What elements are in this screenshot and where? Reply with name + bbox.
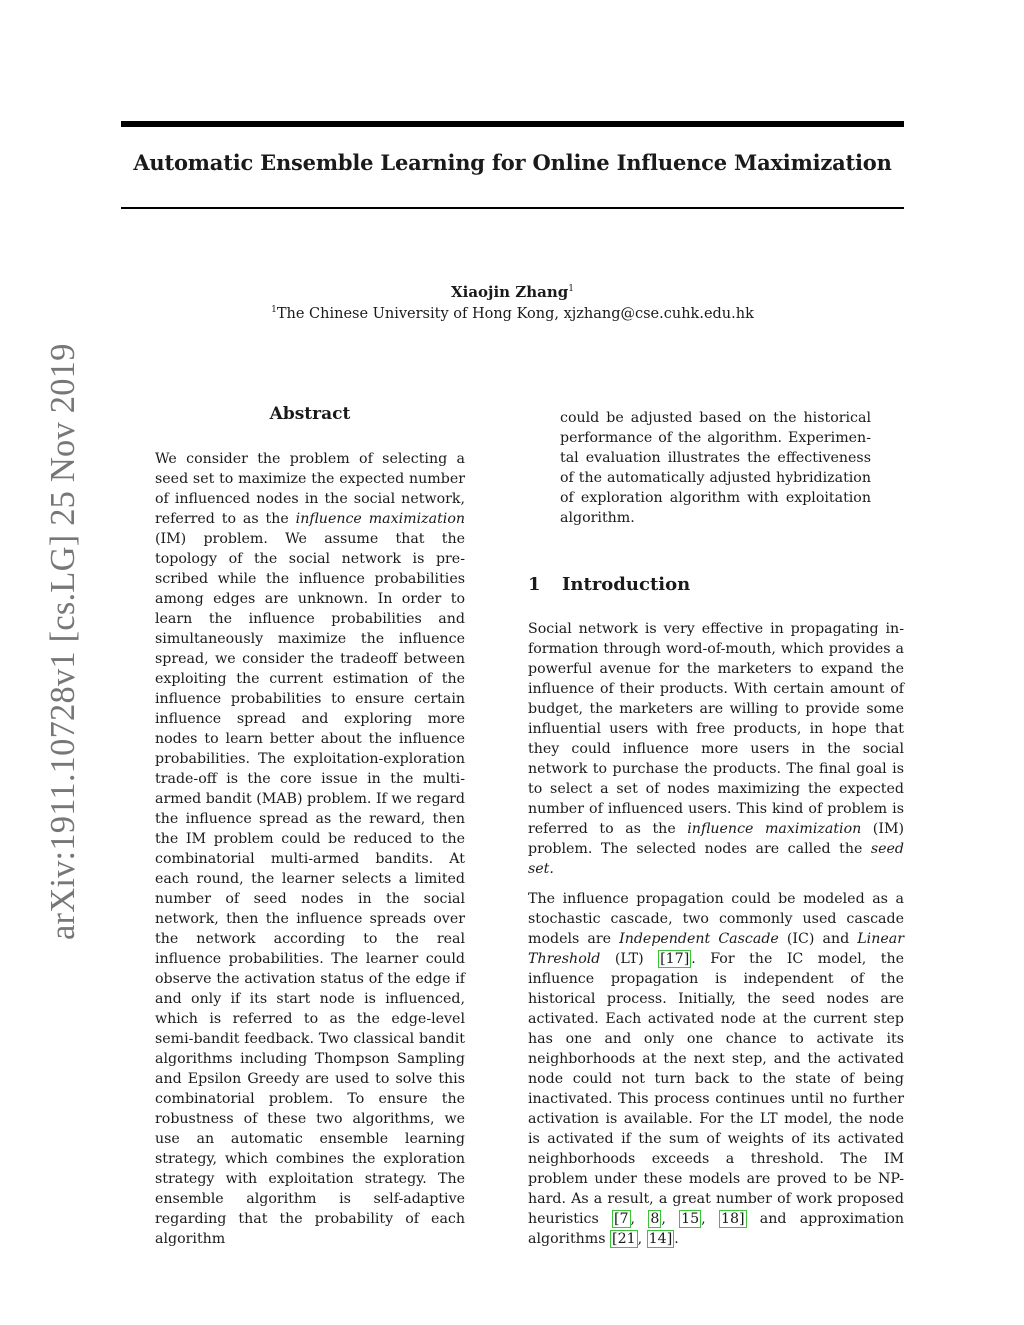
abstract-heading: Abstract: [269, 404, 351, 424]
section-heading-introduction: [528, 574, 904, 595]
author-mark: 1: [568, 284, 575, 294]
intro-text: and approximation algorithms: [528, 1211, 905, 1247]
abstract-paragraph: [155, 449, 465, 1249]
intro-text: (IM) problem. The selected nodes are called the: [528, 821, 905, 857]
title-bottom-rule: [121, 207, 904, 209]
section-number: 1: [528, 574, 541, 595]
abstract-continuation: [560, 408, 871, 528]
abstract-body: [155, 449, 465, 1249]
citation-group-heuristics[interactable]: [7 , 8 , 15 , 18]: [613, 1211, 745, 1227]
intro-paragraph-2: [528, 889, 904, 1249]
introduction-body: [528, 619, 904, 1249]
author-affiliation: [121, 305, 904, 322]
intro-text: . For the IC model, the influence propagation is independent of the historical process. Initially, the seed nodes are activated. Each activated node at the current step has one and only one chance to activate its neighborhoods at the next step, and the activated node could not turn back to the state of being inactivated. This process continues until no further activation is available. For the LT model, the node is activated if the sum of weights of its activated neighborhoods exceeds a threshold. The IM problem under these models are proved to be NP-hard. As a result, a great number of work proposed heuristics: [528, 951, 904, 1227]
title-top-rule: [121, 121, 904, 127]
affiliation-mark: 1: [271, 305, 277, 315]
abstract-text-1: We consider the problem of selecting a seed set to maximize the expected number of influenced nodes in the social network, referred to as the: [155, 451, 465, 527]
affiliation-text: The Chinese University of Hong Kong, xjzhang@cse.cuhk.edu.hk: [276, 305, 754, 322]
intro-text: The influence propagation could be modeled as a stochastic cascade, two commonly used cascade models are: [528, 891, 904, 947]
citation-group-approximation[interactable]: [21 , 14]: [612, 1231, 673, 1247]
citation-link[interactable]: [658, 950, 691, 968]
citation-7[interactable]: [7: [613, 1211, 629, 1227]
intro-emphasis: Independent Cascade: [619, 931, 779, 947]
paper-title: Automatic Ensemble Learning for Online Influence Maximization: [133, 150, 892, 175]
intro-text: Social network is very effective in propagating information through word-of-mouth, which provides a powerful avenue for the marketers to expand the influence of their products. With certain amount of budget, the marketers are willing to provide some influential users with free products, in hope that they could influence more users in the social network to purchase the products. The final goal is to select a set of nodes maximizing the expected number of influenced users. This kind of problem is referred to as the: [528, 621, 904, 837]
citation-17[interactable]: [17]: [660, 951, 690, 967]
intro-emphasis: seed set.: [528, 841, 904, 877]
abstract-continuation-text: could be adjusted based on the historical performance of the algorithm. Experimental evaluation illustrates the effectiveness of the automatically adjusted hybridization of exploration algorithm with exploitation algorithm.: [560, 410, 871, 526]
intro-text: .: [674, 1231, 679, 1247]
citation-14[interactable]: 14]: [648, 1231, 673, 1247]
abstract-emphasis: influence maximization: [295, 511, 466, 527]
citation-15[interactable]: 15: [681, 1211, 700, 1227]
intro-emphasis: influence maximization: [687, 821, 862, 837]
author-name: Xiaojin Zhang: [450, 283, 569, 301]
citation-18[interactable]: 18]: [720, 1211, 745, 1227]
intro-text: (IC) and: [778, 931, 858, 947]
author-line: [121, 283, 904, 301]
intro-emphasis: Linear Threshold: [528, 931, 904, 967]
intro-text: (LT): [600, 951, 659, 967]
intro-paragraph-1: [528, 619, 904, 879]
citation-21[interactable]: [21: [612, 1231, 636, 1247]
abstract-text-2: (IM) problem. We assume that the topology of the social network is prescribed while the influence probabilities among edges are unknown. In order to learn the influence probabilities and simultaneously maximize the influence spread, we consider the tradeoff between exploiting the current estimation of the influence probabilities to ensure certain influence spread and exploring more nodes to learn better about the influence probabilities. The exploitation-exploration trade-off is the core issue in the multi-armed bandit (MAB) problem. If we regard the influence spread as the reward, then the IM problem could be reduced to the combinatorial multi-armed bandits. At each round, the learner selects a limited number of seed nodes in the social network, then the influence spreads over the network according to the real influence probabilities. The learner could observe the activation status of the edge if and only if its start node is influenced, which is referred to as the edge-level semi-bandit feedback. Two classical bandit algorithms including Thompson Sampling and Epsilon Greedy are used to solve this combinatorial problem. To ensure the robustness of these two algorithms, we use an automatic ensemble learning strategy, which combines the exploration strategy with exploitation strategy. The ensemble algorithm is self-adaptive regarding that the probability of each algorithm: [155, 531, 465, 1247]
arxiv-identifier[interactable]: arXiv:1911.10728v1 [cs.LG] 25 Nov 2019: [44, 343, 82, 940]
section-title: Introduction: [562, 574, 691, 595]
citation-8[interactable]: 8: [650, 1211, 660, 1227]
